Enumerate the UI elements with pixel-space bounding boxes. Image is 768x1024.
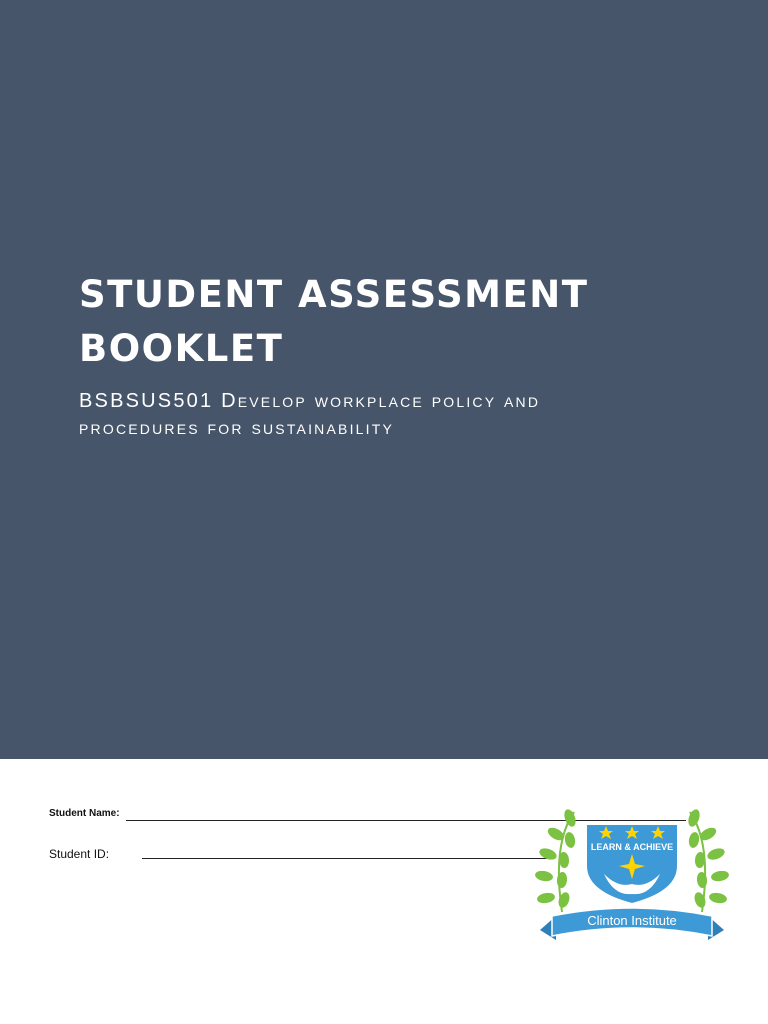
student-id-line[interactable]: [142, 858, 552, 859]
subtitle-line-2: procedures for sustainability: [79, 417, 395, 439]
ribbon-banner: [540, 908, 724, 940]
logo-motto: LEARN & ACHIEVE: [590, 842, 674, 852]
booklet-title: [79, 268, 719, 376]
subtitle-line-1: BSBSUS501 Develop workplace policy and: [79, 390, 541, 412]
title-line-1: STUDENT ASSESSMENT: [79, 273, 589, 316]
unit-subtitle: [79, 388, 719, 442]
student-name-label: Student Name:: [49, 808, 120, 819]
logo-institute-name: Clinton Institute: [587, 913, 677, 928]
title-line-2: BOOKLET: [79, 327, 284, 370]
shield-icon: [586, 824, 678, 904]
clinton-institute-logo: [534, 804, 730, 946]
student-id-label: Student ID:: [49, 847, 110, 861]
